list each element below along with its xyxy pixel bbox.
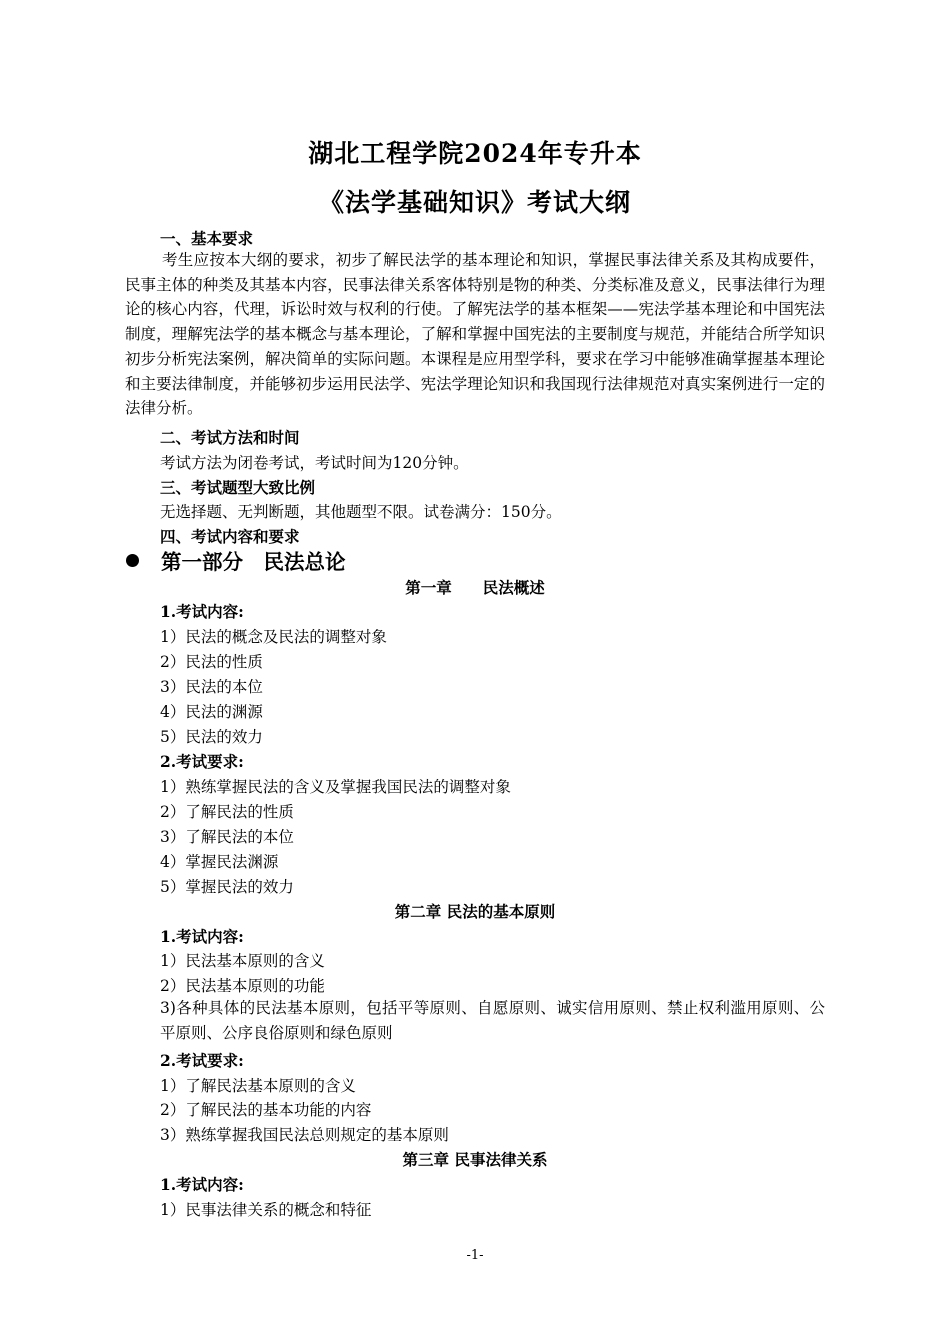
chapter1-content-item: 3）民法的本位 [160,678,263,696]
chapter2-content-item: 2）民法基本原则的功能 [160,977,325,995]
document-subtitle: 《法学基础知识》考试大纲 [318,188,631,217]
chapter2-req-label: 2.考试要求: [160,1051,244,1070]
chapter2-title: 第二章 民法的基本原则 [394,902,556,921]
bullet-icon [126,554,139,567]
chapter2-req-item: 3）熟练掌握我国民法总则规定的基本原则 [160,1126,449,1144]
chapter2-content-item: 1）民法基本原则的含义 [160,952,325,970]
part-title: 第一部分 民法总论 [161,550,346,574]
chapter1-req-item: 1）熟练掌握民法的含义及掌握我国民法的调整对象 [160,778,511,796]
part-heading [126,545,346,575]
chapter1-req-label: 2.考试要求: [160,752,244,771]
section-heading-exam-content: 四、考试内容和要求 [160,527,300,546]
chapter1-content-item: 1）民法的概念及民法的调整对象 [160,628,387,646]
chapter3-content-label: 1.考试内容: [160,1175,244,1194]
chapter1-title: 第一章 民法概述 [405,578,545,597]
chapter1-req-item: 4）掌握民法渊源 [160,853,279,871]
section-heading-question-types: 三、考试题型大致比例 [160,478,316,497]
section-body-basic-requirements: 考生应按本大纲的要求，初步了解民法学的基本理论和知识，掌握民事法律关系及其构成要件，民事主体的种类及其基本内容，民事法律关系客体特别是物的种类、分类标准及意义，民事法律行为理论的核心内容，代理，诉讼时效与权利的行使。了解宪法学的基本框架——宪法学基本理论和中国宪法制度，理解宪法学的基本概念与基本理论，了解和掌握中国宪法的主要制度与规范，并能结合所学知识初步分析宪法案例，解决简单的实际问题。本课程是应用型学科，要求在学习中能够准确掌握基本理论和主要法律制度，并能够初步运用民法学、宪法学理论知识和我国现行法律规范对真实案例进行一定的法律分析。 [125,251,825,418]
page-number: -1- [466,1248,484,1263]
section-heading-exam-method: 二、考试方法和时间 [160,428,300,447]
chapter1-content-label: 1.考试内容: [160,602,244,621]
chapter3-content-item: 1）民事法律关系的概念和特征 [160,1201,372,1219]
section-body-exam-method: 考试方法为闭卷考试，考试时间为120分钟。 [160,454,469,472]
document-title: 湖北工程学院2024年专升本 [308,139,642,168]
section-heading-basic-requirements: 一、基本要求 [160,229,254,248]
chapter1-content-item: 5）民法的效力 [160,728,263,746]
chapter1-content-item: 4）民法的渊源 [160,703,263,721]
chapter2-req-item: 2）了解民法的基本功能的内容 [160,1101,372,1119]
chapter1-content-item: 2）民法的性质 [160,653,263,671]
chapter2-content-label: 1.考试内容: [160,927,244,946]
chapter2-content-item: 3)各种具体的民法基本原则，包括平等原则、自愿原则、诚实信用原则、禁止权利滥用原则、公平原则、公序良俗原则和绿色原则 [160,999,825,1042]
chapter1-req-item: 2）了解民法的性质 [160,803,294,821]
chapter1-req-item: 3）了解民法的本位 [160,828,294,846]
section-body-question-types: 无选择题、无判断题，其他题型不限。试卷满分：150分。 [160,503,562,521]
chapter3-title: 第三章 民事法律关系 [402,1150,548,1169]
chapter1-req-item: 5）掌握民法的效力 [160,878,294,896]
chapter2-req-item: 1）了解民法基本原则的含义 [160,1077,356,1095]
